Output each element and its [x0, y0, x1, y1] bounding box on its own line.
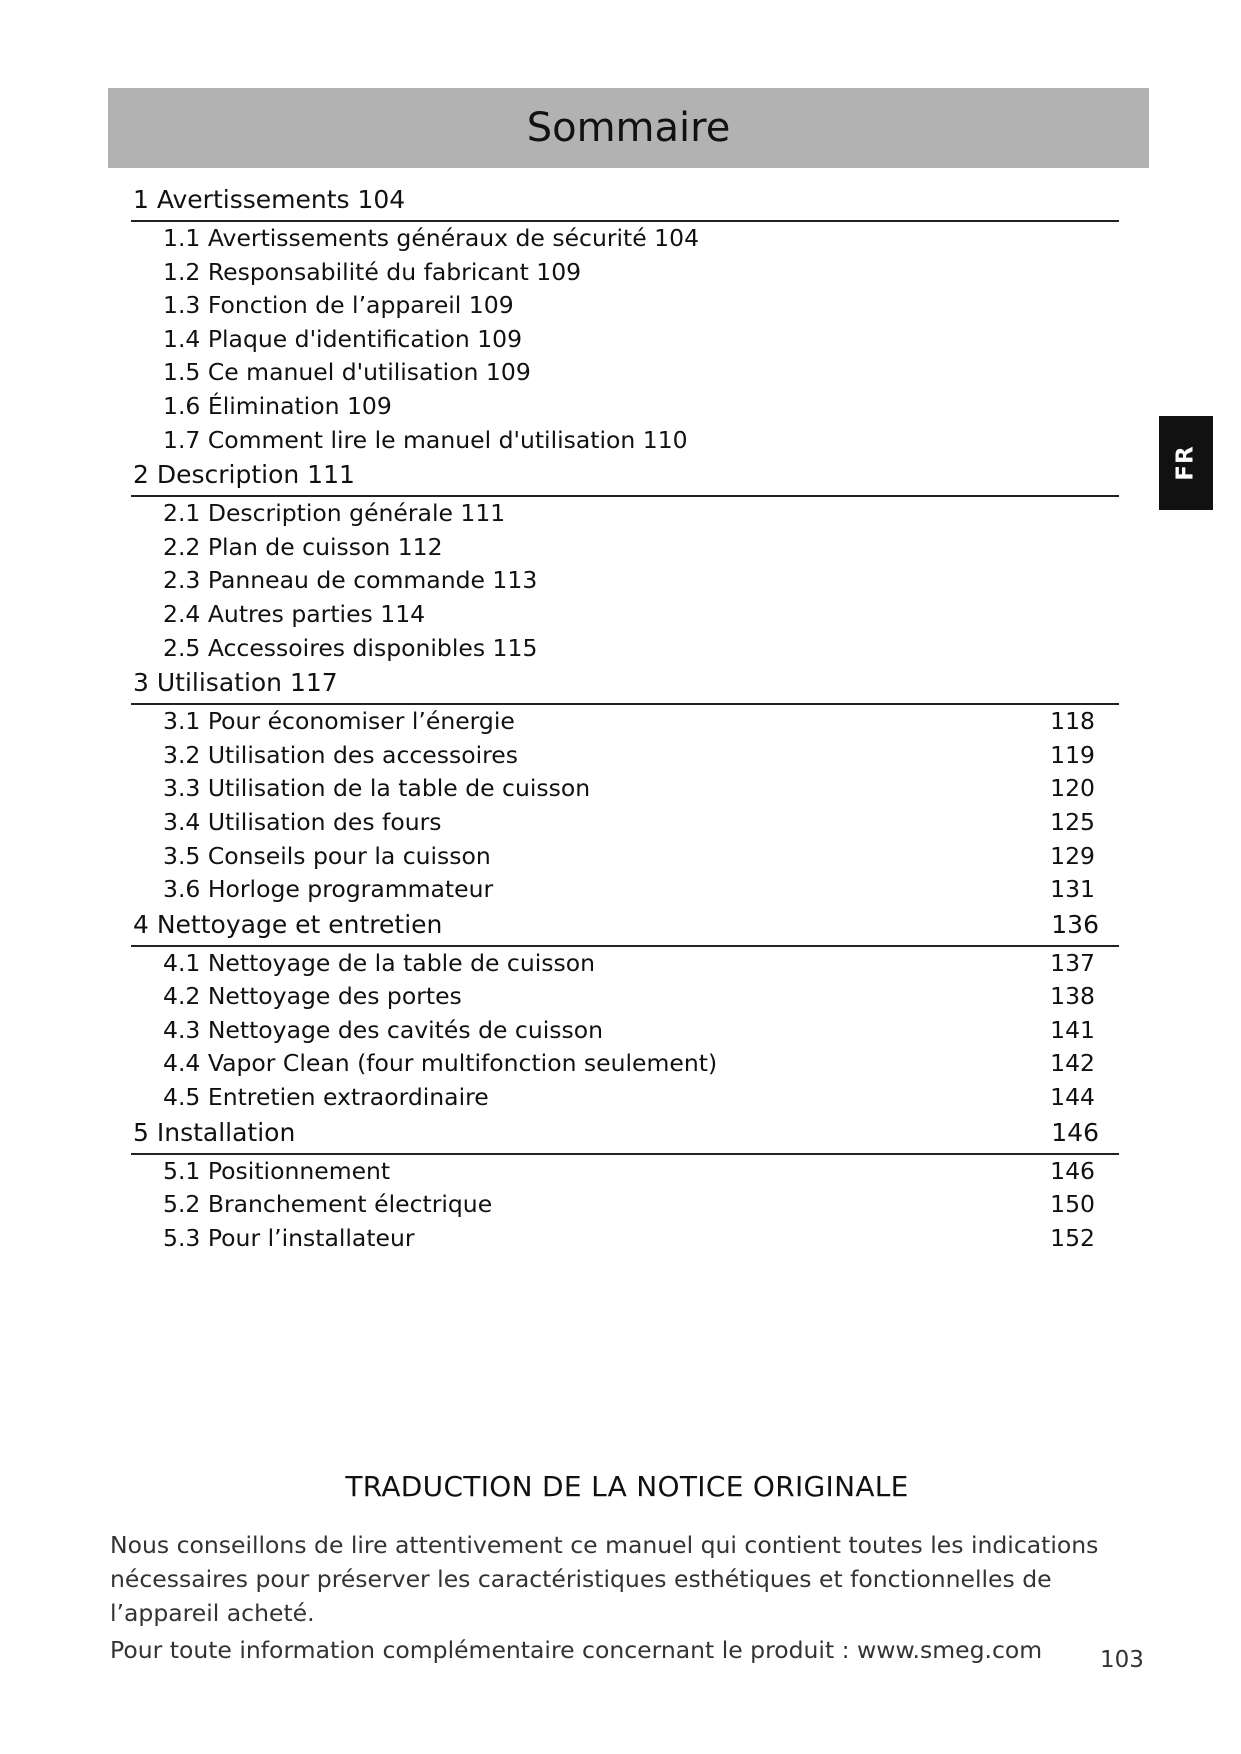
language-tab-label: FR [1172, 445, 1199, 481]
toc-section-page: 138 [1050, 982, 1095, 1011]
toc-section-title: 2.4 Autres parties 114 [163, 599, 426, 628]
toc-section-title: 2.1 Description générale 111 [163, 499, 506, 528]
toc-section-title: 5.3 Pour l’installateur [163, 1223, 415, 1252]
toc-section[interactable] [131, 1188, 1119, 1222]
toc-section-title: 1.4 Plaque d'identification 109 [163, 324, 523, 353]
title-bar [108, 88, 1149, 168]
toc-section[interactable] [131, 840, 1119, 874]
toc-section[interactable] [131, 497, 1119, 531]
toc-section[interactable] [131, 256, 1119, 290]
toc-chapter[interactable] [131, 665, 1119, 705]
notice-paragraph: Pour toute information complémentaire concernant le produit : www.smeg.com [110, 1636, 1043, 1664]
toc-chapter-title: 4 Nettoyage et entretien [133, 909, 443, 939]
toc-section-title: 1.3 Fonction de l’appareil 109 [163, 291, 514, 320]
toc-chapter[interactable] [131, 1115, 1119, 1155]
toc-section-title: 3.2 Utilisation des accessoires [163, 740, 519, 769]
toc-section[interactable] [131, 390, 1119, 424]
toc-section-page: 137 [1050, 948, 1095, 977]
toc-section[interactable] [131, 1081, 1119, 1115]
toc-section[interactable] [131, 947, 1119, 981]
toc-section-title: 4.3 Nettoyage des cavités de cuisson [163, 1015, 604, 1044]
toc-chapter-title: 5 Installation [133, 1117, 296, 1147]
toc-section-title: 1.7 Comment lire le manuel d'utilisation 110 [163, 425, 688, 454]
page-number: 103 [1100, 1647, 1144, 1673]
toc-section-title: 4.4 Vapor Clean (four multifonction seulement) [163, 1049, 718, 1078]
toc-section-page: 120 [1050, 774, 1095, 803]
toc-section-title: 3.6 Horloge programmateur [163, 875, 494, 904]
toc-section[interactable] [131, 772, 1119, 806]
toc-section-page: 141 [1050, 1015, 1095, 1044]
toc-section-page: 131 [1050, 875, 1095, 904]
toc-section-title: 2.2 Plan de cuisson 112 [163, 532, 443, 561]
toc-section-page: 129 [1050, 841, 1095, 870]
toc-section[interactable] [131, 873, 1119, 907]
toc-section[interactable] [131, 356, 1119, 390]
toc-section-title: 5.1 Positionnement [163, 1156, 391, 1185]
toc-section[interactable] [131, 598, 1119, 632]
toc-section-page: 152 [1050, 1223, 1095, 1252]
toc-section-page: 142 [1050, 1049, 1095, 1078]
toc-section-page: 125 [1050, 807, 1095, 836]
toc-chapter-title: 2 Description 111 [133, 460, 355, 490]
toc-chapter[interactable] [131, 907, 1119, 947]
toc-section-title: 5.2 Branchement électrique [163, 1190, 493, 1219]
toc-section-title: 4.2 Nettoyage des portes [163, 982, 462, 1011]
toc-section-title: 2.3 Panneau de commande 113 [163, 566, 538, 595]
toc-section-page: 119 [1050, 740, 1095, 769]
toc-section-title: 1.6 Élimination 109 [163, 391, 392, 420]
toc-section[interactable] [131, 424, 1119, 458]
toc-section-title: 3.1 Pour économiser l’énergie [163, 707, 515, 736]
toc-chapter[interactable] [131, 182, 1119, 222]
toc-section[interactable] [131, 531, 1119, 565]
toc-section[interactable] [131, 1047, 1119, 1081]
language-tab [1159, 416, 1213, 510]
toc-section-page: 118 [1050, 707, 1095, 736]
notice-paragraph: Nous conseillons de lire attentivement ce manuel qui contient toutes les indications nécessaires pour préserver les caractéristiques esthétiques et fonctionnelles de l’appareil acheté. [110, 1531, 1099, 1627]
toc-section-page: 146 [1050, 1156, 1095, 1185]
notice-text [110, 1528, 1140, 1667]
toc-section[interactable] [131, 1014, 1119, 1048]
page-title: Sommaire [526, 105, 731, 151]
toc-section[interactable] [131, 289, 1119, 323]
toc-section-page: 150 [1050, 1190, 1095, 1219]
toc-chapter[interactable] [131, 457, 1119, 497]
toc-section-title: 1.1 Avertissements généraux de sécurité 104 [163, 224, 700, 252]
toc-section-title: 4.1 Nettoyage de la table de cuisson [163, 948, 596, 977]
toc-section-page: 144 [1050, 1083, 1095, 1112]
toc-section[interactable] [131, 1155, 1119, 1189]
toc-section-title: 3.3 Utilisation de la table de cuisson [163, 774, 591, 803]
toc-chapter-page: 136 [1051, 909, 1099, 939]
toc-section-title: 2.5 Accessoires disponibles 115 [163, 633, 538, 662]
translation-heading: TRADUCTION DE LA NOTICE ORIGINALE [345, 1470, 909, 1503]
table-of-contents [131, 182, 1119, 1255]
toc-chapter-title: 1 Avertissements 104 [133, 185, 406, 214]
toc-section[interactable] [131, 632, 1119, 666]
toc-section-title: 4.5 Entretien extraordinaire [163, 1083, 489, 1112]
toc-chapter-page: 146 [1051, 1117, 1099, 1147]
toc-section[interactable] [131, 806, 1119, 840]
toc-section-title: 3.5 Conseils pour la cuisson [163, 841, 491, 870]
toc-section[interactable] [131, 705, 1119, 739]
toc-chapter-title: 3 Utilisation 117 [133, 668, 338, 698]
toc-section[interactable] [131, 323, 1119, 357]
toc-section[interactable] [131, 564, 1119, 598]
toc-section[interactable] [131, 222, 1119, 256]
toc-section-title: 1.5 Ce manuel d'utilisation 109 [163, 358, 531, 387]
toc-section[interactable] [131, 980, 1119, 1014]
toc-section[interactable] [131, 1222, 1119, 1256]
toc-section-title: 1.2 Responsabilité du fabricant 109 [163, 257, 582, 286]
toc-section-title: 3.4 Utilisation des fours [163, 807, 442, 836]
toc-section[interactable] [131, 739, 1119, 773]
